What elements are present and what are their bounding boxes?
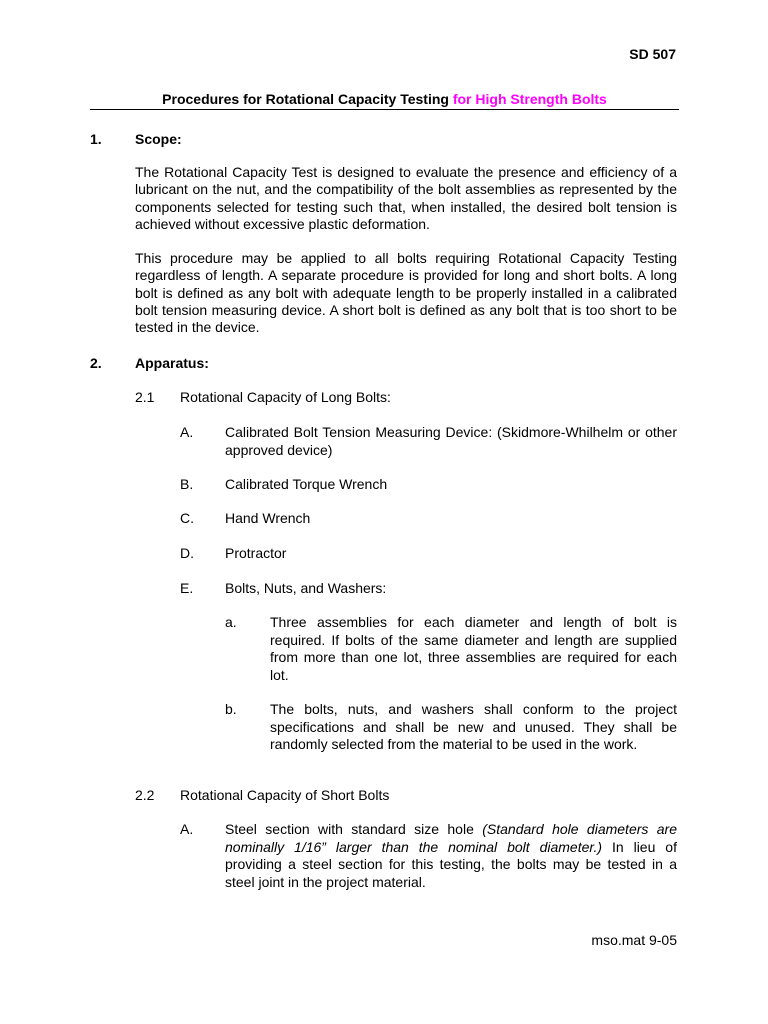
subsection-number-short-bolts: 2.2 (135, 787, 155, 803)
list-item-letter: C. (180, 510, 194, 526)
title-accent: for High Strength Bolts (452, 91, 607, 107)
section-number-apparatus: 2. (90, 355, 102, 371)
title-rule (90, 109, 679, 110)
document-code: SD 507 (629, 46, 676, 62)
list-item-letter: B. (180, 476, 194, 492)
hole-diameter-note: (Standard hole diameters are nominally 1/16” larger than the nominal bolt diameter.) (225, 821, 677, 855)
steel-joint-text: In lieu of providing a steel section for this testing, the bolts may be tested in a steel joint in the project material. (225, 838, 677, 890)
scope-paragraph-1: The Rotational Capacity Test is designed to evaluate the presence and efficiency of a lubricant on the nut, and the compatibility of the bolt assemblies as represented by the components selected for testing such that, when installed, the desired bolt tension is achieved without excessive plastic deformation. (135, 164, 677, 232)
section-number-scope: 1. (90, 131, 102, 147)
title-main: Procedures for Rotational Capacity Testing (162, 91, 453, 107)
subsection-title-short-bolts: Rotational Capacity of Short Bolts (180, 787, 390, 803)
steel-section-text: Steel section with standard size hole (225, 821, 483, 837)
list-item-text: Calibrated Bolt Tension Measuring Device: (Skidmore-Whilhelm or other approved device) (225, 424, 677, 458)
list-item-text (225, 821, 677, 891)
sublist-item-text: Three assemblies for each diameter and length of bolt is required. If bolts of the same diameter and length are supplied from more than one lot, three assemblies are required for each lot. (270, 614, 677, 683)
list-item-letter: A. (180, 424, 194, 440)
list-item-letter: D. (180, 545, 194, 561)
sublist-item-letter: a. (225, 614, 237, 630)
list-item-letter: A. (180, 821, 194, 837)
section-title-scope: Scope: (135, 131, 182, 147)
list-item-text: Calibrated Torque Wrench (225, 476, 388, 492)
sublist-item-letter: b. (225, 701, 237, 717)
list-item-text: Bolts, Nuts, and Washers: (225, 580, 387, 596)
footer-code: mso.mat 9-05 (591, 932, 677, 948)
subsection-number-long-bolts: 2.1 (135, 389, 155, 405)
scope-paragraph-2: This procedure may be applied to all bolts requiring Rotational Capacity Testing regardless of length. A separate procedure is provided for long and short bolts. A long bolt is defined as any bolt with adequate length to be properly installed in a calibrated bolt tension measuring device. A short bolt is defined as any bolt that is too short to be tested in the device. (135, 250, 677, 336)
page-title (90, 91, 679, 107)
list-item-letter: E. (180, 580, 194, 596)
list-item-text: Protractor (225, 545, 287, 561)
list-item-text: Hand Wrench (225, 510, 311, 526)
section-title-apparatus: Apparatus: (135, 355, 209, 371)
subsection-title-long-bolts: Rotational Capacity of Long Bolts: (180, 389, 391, 405)
sublist-item-text: The bolts, nuts, and washers shall conform to the project specifications and shall be new and unused. They shall be randomly selected from the material to be used in the work. (270, 701, 677, 753)
